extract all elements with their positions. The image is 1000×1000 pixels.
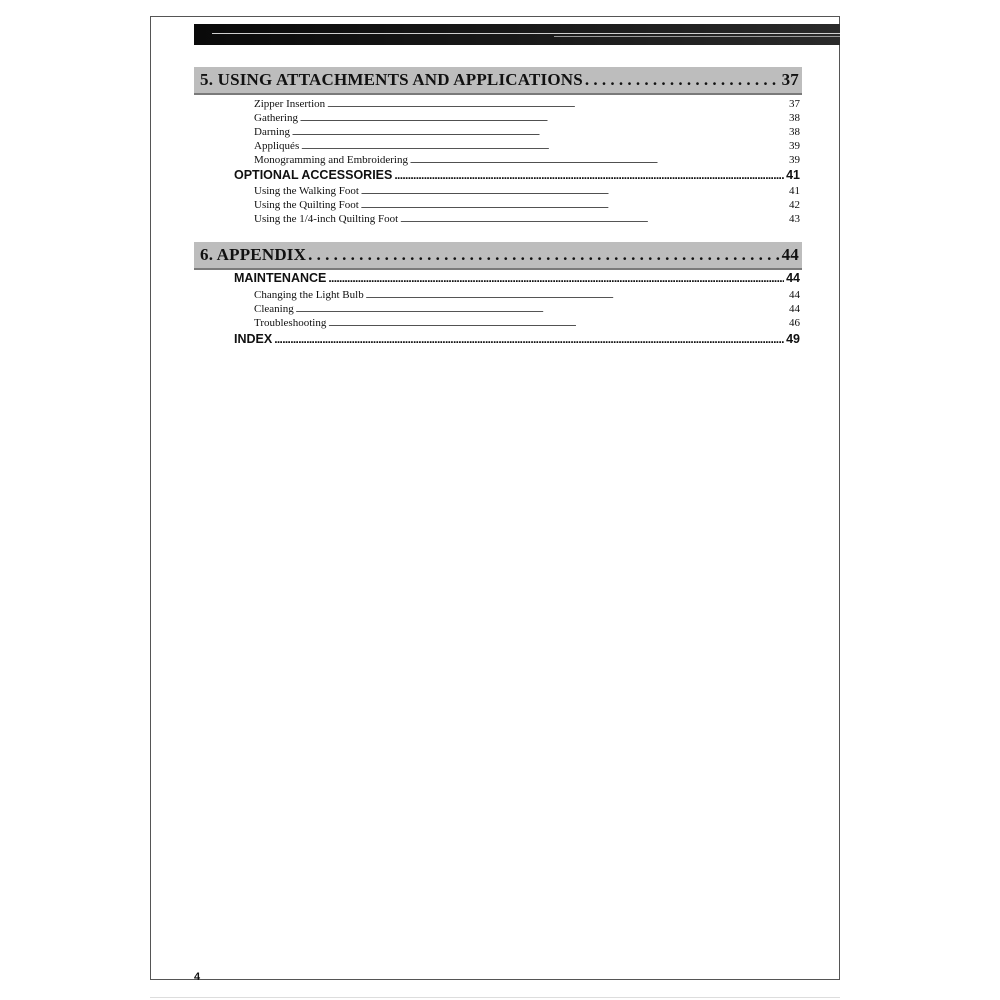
- toc-chapter-6[interactable]: [194, 242, 802, 270]
- toc-item-monogramming[interactable]: [254, 154, 800, 168]
- item-page: 46: [789, 317, 800, 329]
- item-page: 42: [789, 199, 800, 211]
- toc-item-troubleshooting[interactable]: [254, 317, 800, 331]
- toc-chapter-5[interactable]: [194, 67, 802, 95]
- item-label: Using the 1/4-inch Quilting Foot: [254, 213, 399, 225]
- item-page: 43: [789, 213, 800, 225]
- dot-leader: [361, 201, 787, 210]
- item-label: Gathering: [254, 112, 298, 124]
- bottom-rule: [150, 997, 840, 998]
- section-title: OPTIONAL ACCESSORIES: [234, 168, 393, 182]
- page-number: 4: [194, 971, 201, 983]
- dot-leader: [361, 187, 787, 196]
- item-label: Troubleshooting: [254, 317, 327, 329]
- header-stripe: [212, 33, 840, 34]
- section-page: 44: [786, 271, 800, 285]
- item-page: 41: [789, 185, 800, 197]
- dot-leader: [296, 305, 787, 314]
- dot-leader: [301, 142, 787, 151]
- dot-leader: [274, 332, 784, 346]
- dot-leader: [366, 291, 787, 300]
- section-title: INDEX: [234, 332, 273, 346]
- dot-leader: [328, 271, 784, 285]
- dot-leader: [300, 114, 787, 123]
- item-page: 37: [789, 98, 800, 110]
- item-page: 38: [789, 112, 800, 124]
- item-label: Using the Quilting Foot: [254, 199, 359, 211]
- toc-section-maintenance[interactable]: [234, 271, 800, 287]
- item-label: Appliqués: [254, 140, 300, 152]
- chapter-title: 5. USING ATTACHMENTS AND APPLICATIONS: [200, 70, 583, 89]
- chapter-page: 37: [781, 70, 799, 89]
- chapter-title: 6. APPENDIX: [200, 245, 307, 264]
- manual-page: [150, 16, 840, 983]
- toc-item-appliques[interactable]: [254, 140, 800, 154]
- item-label: Zipper Insertion: [254, 98, 326, 110]
- toc-item-gathering[interactable]: [254, 112, 800, 126]
- dot-leader: [394, 168, 784, 182]
- section-title: MAINTENANCE: [234, 271, 327, 285]
- item-page: 39: [789, 140, 800, 152]
- dot-leader: [400, 215, 787, 224]
- dot-leader: [585, 70, 780, 90]
- item-label: Using the Walking Foot: [254, 185, 359, 197]
- item-label: Changing the Light Bulb: [254, 289, 364, 301]
- item-label: Monogramming and Embroidering: [254, 154, 408, 166]
- dot-leader: [308, 245, 780, 265]
- item-page: 44: [789, 289, 800, 301]
- dot-leader: [327, 100, 787, 109]
- item-page: 44: [789, 303, 800, 315]
- header-stripe: [554, 36, 840, 37]
- item-page: 39: [789, 154, 800, 166]
- toc-item-zipper-insertion[interactable]: [254, 98, 800, 112]
- toc-item-darning[interactable]: [254, 126, 800, 140]
- toc-item-cleaning[interactable]: [254, 303, 800, 317]
- toc-item-quarter-inch-quilting-foot[interactable]: [254, 213, 800, 227]
- section-page: 41: [786, 168, 800, 182]
- toc-section-index[interactable]: [234, 332, 800, 348]
- toc-item-walking-foot[interactable]: [254, 185, 800, 199]
- chapter-page: 44: [781, 245, 799, 264]
- header-bar: [194, 24, 840, 45]
- item-label: Darning: [254, 126, 291, 138]
- item-page: 38: [789, 126, 800, 138]
- item-label: Cleaning: [254, 303, 294, 315]
- dot-leader: [292, 128, 787, 137]
- toc-section-optional-accessories[interactable]: [234, 168, 800, 184]
- toc-item-changing-light-bulb[interactable]: [254, 289, 800, 303]
- section-page: 49: [786, 332, 800, 346]
- dot-leader: [328, 319, 787, 328]
- toc-item-quilting-foot[interactable]: [254, 199, 800, 213]
- dot-leader: [410, 156, 787, 165]
